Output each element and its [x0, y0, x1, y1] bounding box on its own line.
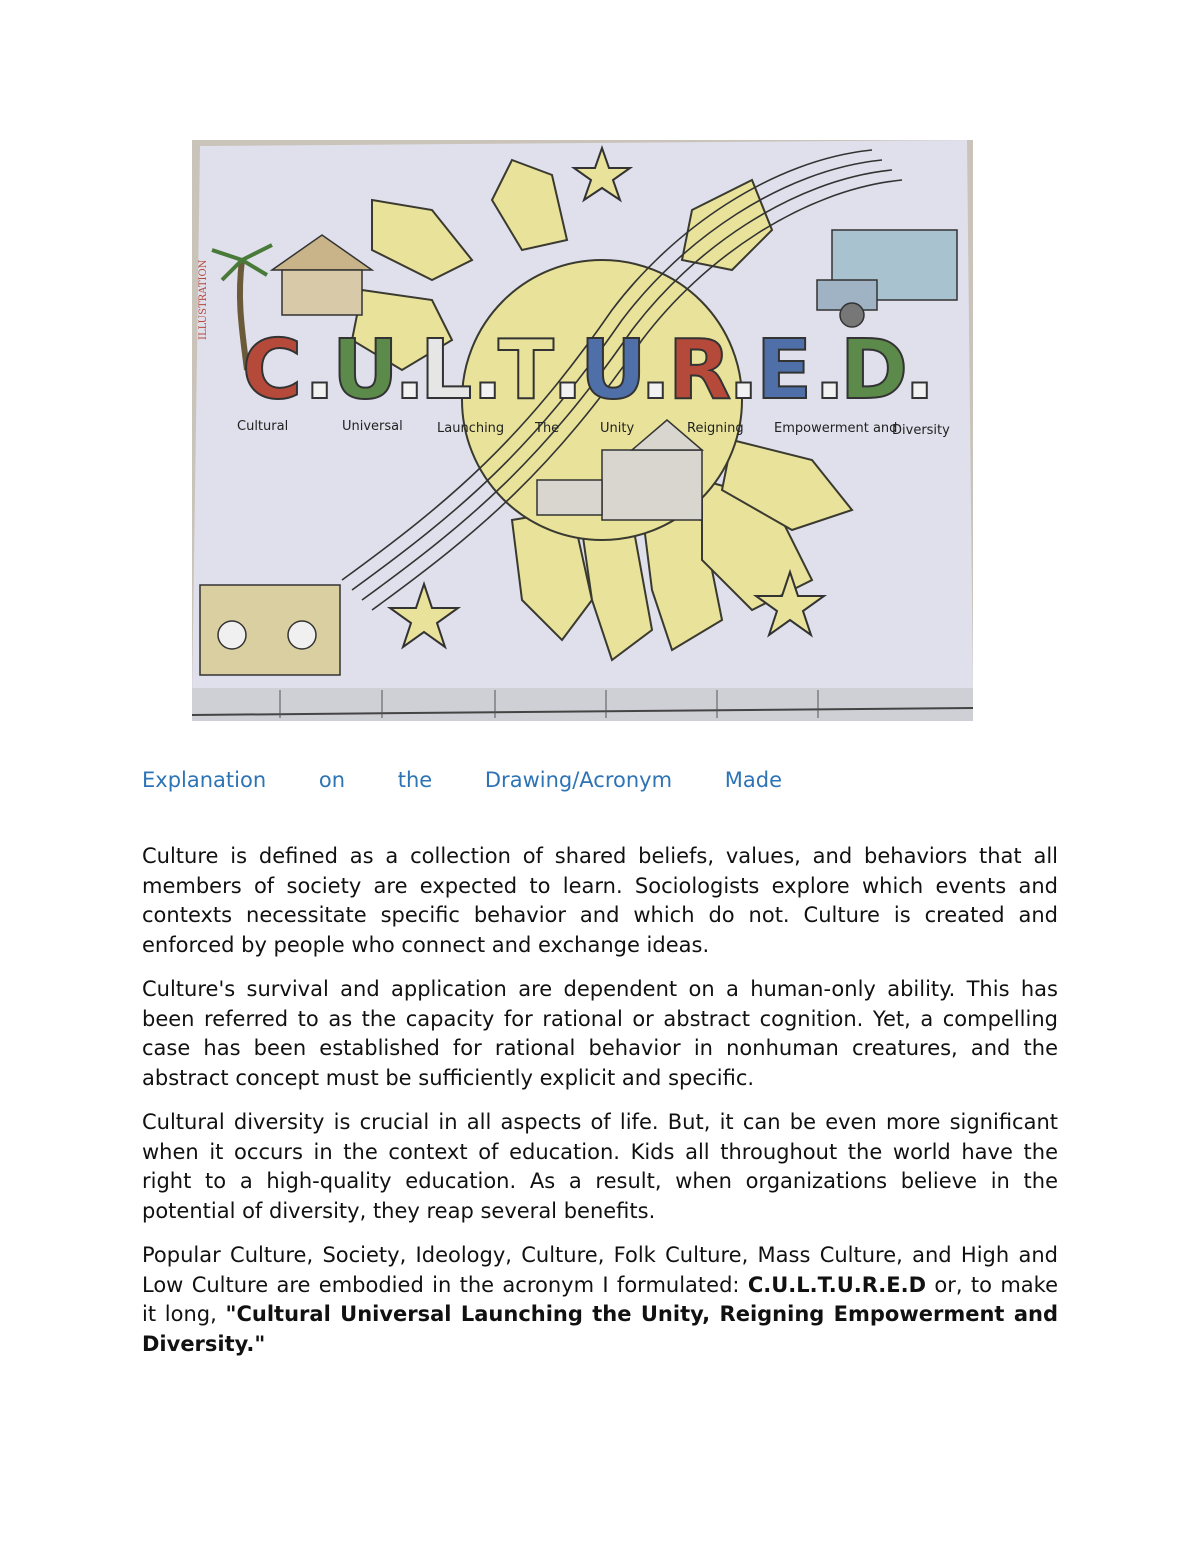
letter-c: C: [242, 323, 303, 418]
word-cultural: Cultural: [237, 419, 289, 434]
dot: .: [472, 323, 504, 418]
heading-word: Explanation: [142, 768, 267, 792]
paragraph-culture-definition: Culture is defined as a collection of shared beliefs, values, and behaviors that all members of society are expected to learn. Sociologists explore which events and contexts necessitate specific behavior and which do not. Culture is created and enforced by people who connect and exchange ideas.: [142, 844, 1058, 957]
dot: .: [640, 323, 672, 418]
word-reigning: Reigning: [687, 421, 744, 436]
drawing-photo: [192, 140, 973, 721]
word-the: The: [535, 421, 560, 436]
word-empowerment: Empowerment and: [774, 421, 898, 436]
acronym-mid: or, to make it long,: [142, 1272, 1058, 1326]
paragraph-acronym: [142, 1241, 1058, 1359]
dot: .: [394, 323, 426, 418]
dot: .: [904, 323, 936, 418]
letter-t: T: [498, 323, 554, 418]
letter-l: L: [420, 323, 473, 418]
dot: .: [552, 323, 584, 418]
heading-word: the: [397, 768, 433, 792]
paper-bottom-strip: [192, 688, 973, 721]
heading-word: Drawing/Acronym: [484, 768, 673, 792]
letter-u2: U: [580, 323, 647, 418]
body-text: [142, 842, 1058, 1374]
paragraph-culture-survival: Culture's survival and application are dependent on a human-only ability. This has been referred to as the capacity for rational or abstract cognition. Yet, a compelling case has been established for rational behavior in nonhuman creatures, and the abstract concept must be sufficiently explicit and specific.: [142, 977, 1058, 1090]
acronym-short: C.U.L.T.U.R.E.D: [747, 1272, 927, 1297]
letter-r: R: [668, 323, 732, 418]
word-launching: Launching: [437, 421, 505, 436]
word-universal: Universal: [342, 419, 403, 434]
dot: .: [304, 323, 336, 418]
word-unity: Unity: [600, 421, 635, 436]
paragraph-cultural-diversity: Cultural diversity is crucial in all aspects of life. But, it can be even more significant when it occurs in the context of education. Kids all throughout the world have the right to a high-quality education. As a result, when organizations believe in the potential of diversity, they reap several benefits.: [142, 1110, 1058, 1223]
drawing-illustration: [192, 140, 973, 721]
radio-sketch: [200, 585, 340, 675]
word-diversity: Diversity: [892, 423, 950, 438]
heading-word: on: [318, 768, 346, 792]
letter-d: D: [840, 323, 909, 418]
dot: .: [728, 323, 760, 418]
section-heading: [142, 768, 782, 798]
dot: .: [814, 323, 846, 418]
acronym-intro: Popular Culture, Society, Ideology, Culture, Folk Culture, Mass Culture, and High and Low Culture are embodied in the acronym I formulated:: [142, 1243, 1058, 1297]
side-label: ILLUSTRATION: [198, 259, 209, 340]
letter-u: U: [332, 323, 399, 418]
acronym-letters: [242, 323, 935, 418]
acronym-expansion: "Cultural Universal Launching the Unity, Reigning Empowerment and Diversity.": [142, 1302, 1058, 1356]
heading-word: Made: [724, 768, 782, 792]
letter-e: E: [756, 323, 813, 418]
